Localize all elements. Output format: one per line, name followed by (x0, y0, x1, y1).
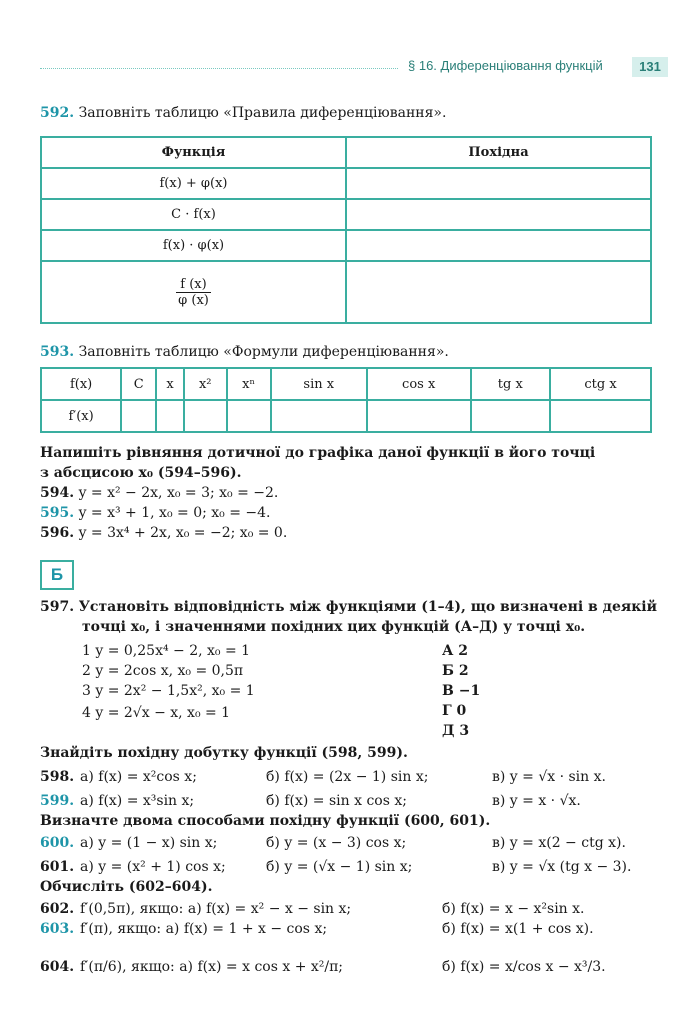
table-header: Похідна (346, 137, 651, 168)
problem-594 (40, 484, 660, 502)
table-cell (41, 261, 346, 323)
problem-number: 594. (40, 485, 75, 501)
problem-number: 595. (40, 505, 75, 521)
empty-cell[interactable] (346, 168, 651, 199)
empty-cell[interactable] (346, 230, 651, 261)
rules-table (40, 136, 652, 324)
header-rule (40, 68, 398, 69)
subproblem-a: f′(0,5π), якщо: а) f(x) = x² − x − sin x; (80, 901, 352, 917)
problem-number: 603. (40, 921, 75, 937)
formulas-table (40, 367, 652, 433)
table-cell: x (156, 368, 183, 400)
subproblem-b: б) f(x) = x(1 + cos x). (442, 921, 594, 937)
problem-number: 600. (40, 835, 75, 851)
problem-number: 601. (40, 859, 75, 875)
empty-cell[interactable] (346, 199, 651, 230)
table-cell: f(x) (41, 368, 121, 400)
problem-596 (40, 524, 660, 542)
table-cell: sin x (271, 368, 367, 400)
fraction: $\frac{f (x)}{\varphi (x)}$ (178, 276, 209, 308)
subproblem-b: б) y = (x − 3) cos x; (266, 835, 407, 851)
problem-text: точці x₀, і значеннями похідних цих функцій (А–Д) у точці x₀. (82, 619, 586, 635)
table-cell: ctg x (550, 368, 651, 400)
instruction-line: Знайдіть похідну добутку функції (598, 599). (40, 745, 408, 761)
subproblem-b: б) f(x) = sin x cos x; (266, 793, 407, 809)
problem-text: y = x² − 2x, x₀ = 3; x₀ = −2. (78, 485, 279, 501)
subproblem-b: б) f(x) = x − x²sin x. (442, 901, 585, 917)
problem-text: Установіть відповідність між функціями (1–4), що визначені в деякій (78, 599, 658, 615)
subproblem-c: в) y = x(2 − ctg x). (492, 835, 626, 851)
answer-item: Г 0 (442, 703, 467, 719)
table-cell: C (121, 368, 156, 400)
subproblem-b: б) f(x) = (2x − 1) sin x; (266, 769, 429, 785)
instruction-line: Визначте двома способами похідну функції (600, 601). (40, 813, 491, 829)
problem-number: 599. (40, 793, 75, 809)
function-item: 3 y = 2x² − 1,5x², x₀ = 1 (82, 683, 255, 699)
problem-text: y = 3x⁴ + 2x, x₀ = −2; x₀ = 0. (78, 525, 288, 541)
empty-cell[interactable] (121, 400, 156, 432)
table-cell: xⁿ (227, 368, 271, 400)
problem-text: y = x³ + 1, x₀ = 0; x₀ = −4. (78, 505, 271, 521)
table-cell: f′(x) (41, 400, 121, 432)
problem-593 (40, 343, 660, 361)
empty-cell[interactable] (184, 400, 227, 432)
function-item: 4 y = 2√x − x, x₀ = 1 (82, 705, 231, 721)
answer-item: В −1 (442, 683, 481, 699)
section-title: § 16. Диференціювання функцій (408, 58, 603, 73)
subproblem-b: б) y = (√x − 1) sin x; (266, 859, 413, 875)
table-cell: tg x (471, 368, 550, 400)
subproblem-c: в) y = √x (tg x − 3). (492, 859, 632, 875)
subproblem-a: f′(π), якщо: а) f(x) = 1 + x − cos x; (80, 921, 328, 937)
subproblem-a: а) f(x) = x²cos x; (80, 769, 197, 785)
problem-number: 596. (40, 525, 75, 541)
empty-cell[interactable] (271, 400, 367, 432)
table-cell: C · f(x) (41, 199, 346, 230)
function-item: 2 y = 2cos x, x₀ = 0,5π (82, 663, 244, 679)
table-cell: cos x (367, 368, 471, 400)
instruction-line: Обчисліть (602–604). (40, 879, 213, 895)
problem-597 (40, 598, 660, 616)
table-cell: f(x) + φ(x) (41, 168, 346, 199)
empty-cell[interactable] (346, 261, 651, 323)
empty-cell[interactable] (471, 400, 550, 432)
subproblem-a: а) f(x) = x³sin x; (80, 793, 195, 809)
table-header: Функція (41, 137, 346, 168)
table-cell: x² (184, 368, 227, 400)
problem-592 (40, 104, 660, 122)
problem-number: 593. (40, 344, 75, 360)
problem-text: Заповніть таблицю «Формули диференціювання». (78, 344, 449, 360)
problem-number: 602. (40, 901, 75, 917)
empty-cell[interactable] (550, 400, 651, 432)
problem-number: 598. (40, 769, 75, 785)
level-badge: Б (40, 560, 74, 590)
instruction-line: Напишіть рівняння дотичної до графіка даної функції в його точці (40, 445, 596, 461)
subproblem-c: в) y = x · √x. (492, 793, 581, 809)
empty-cell[interactable] (367, 400, 471, 432)
table-cell: f(x) · φ(x) (41, 230, 346, 261)
answer-item: Б 2 (442, 663, 469, 679)
problem-595 (40, 504, 660, 522)
empty-cell[interactable] (156, 400, 183, 432)
problem-number: 604. (40, 959, 75, 975)
function-item: 1 y = 0,25x⁴ − 2, x₀ = 1 (82, 643, 251, 659)
subproblem-b: б) f(x) = x/cos x − x³/3. (442, 959, 606, 975)
answer-item: А 2 (442, 643, 469, 659)
answer-item: Д 3 (442, 723, 470, 739)
problem-text: Заповніть таблицю «Правила диференціювання». (78, 105, 447, 121)
subproblem-a: f′(π/6), якщо: а) f(x) = x cos x + x²/π; (80, 959, 344, 975)
instruction-line: з абсцисою x₀ (594–596). (40, 465, 242, 481)
problem-number: 597. (40, 599, 75, 615)
subproblem-a: а) y = (x² + 1) cos x; (80, 859, 226, 875)
empty-cell[interactable] (227, 400, 271, 432)
subproblem-c: в) y = √x · sin x. (492, 769, 606, 785)
subproblem-a: а) y = (1 − x) sin x; (80, 835, 218, 851)
page-number: 131 (632, 57, 668, 77)
problem-number: 592. (40, 105, 75, 121)
